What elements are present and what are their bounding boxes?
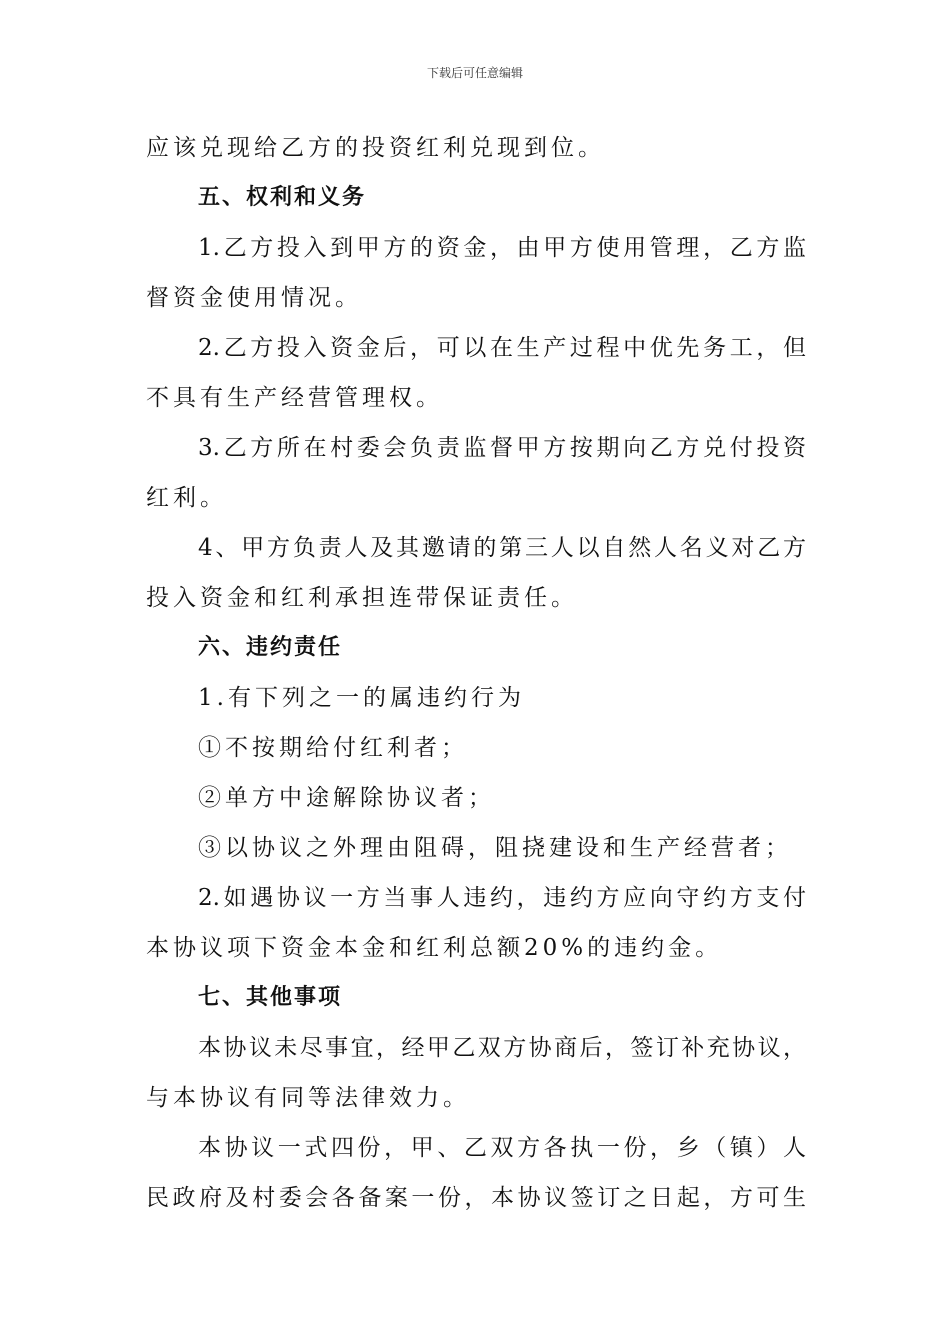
list-item: ③以协议之外理由阻碍，阻挠建设和生产经营者； [198,835,792,861]
clause-line: 2.如遇协议一方当事人违约，违约方应向守约方支付 [198,885,806,911]
section-heading-liability: 六、违约责任 [198,635,343,660]
page-header: 下载后可任意编辑 [426,66,523,80]
clause-line: 督资金使用情况。 [146,285,362,311]
clause-line: 1.乙方投入到甲方的资金，由甲方使用管理，乙方监 [198,235,806,261]
section-heading-rights: 五、权利和义务 [198,185,367,210]
clause-line: 红利。 [146,485,227,511]
clause-line: 与本协议有同等法律效力。 [146,1085,470,1111]
clause-line: 1.有下列之一的属违约行为 [198,685,525,711]
clause-line: 本协议未尽事宜，经甲乙双方协商后，签订补充协议， [198,1035,806,1061]
clause-line: 投入资金和红利承担连带保证责任。 [146,585,578,611]
list-item: ①不按期给付红利者； [198,735,468,761]
clause-line: 4、甲方负责人及其邀请的第三人以自然人名义对乙方 [198,535,806,561]
clause-line: 民政府及村委会各备案一份，本协议签订之日起，方可生 [146,1185,806,1211]
clause-line: 不具有生产经营管理权。 [146,385,443,411]
paragraph-line: 应该兑现给乙方的投资红利兑现到位。 [146,135,605,161]
section-heading-other: 七、其他事项 [198,985,343,1010]
clause-line: 3.乙方所在村委会负责监督甲方按期向乙方兑付投资 [198,435,806,461]
list-item: ②单方中途解除协议者； [198,785,495,811]
clause-line: 2.乙方投入资金后，可以在生产过程中优先务工，但 [198,335,806,361]
clause-line: 本协议项下资金本金和红利总额20%的违约金。 [146,935,723,961]
clause-line: 本协议一式四份，甲、乙双方各执一份，乡（镇）人 [198,1135,806,1161]
